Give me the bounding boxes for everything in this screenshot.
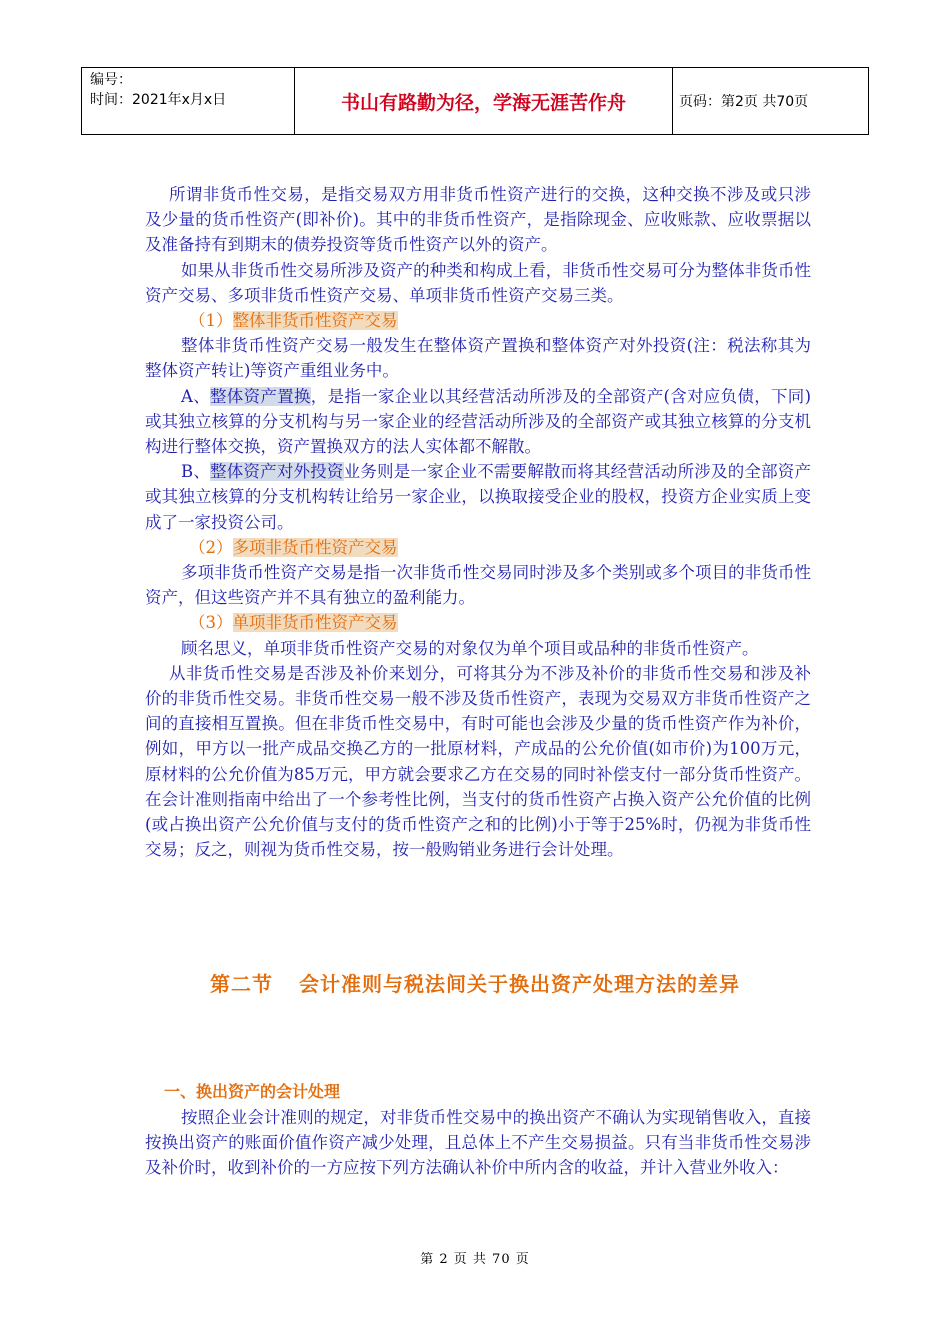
subsection-heading: 一、换出资产的会计处理 xyxy=(164,1082,341,1101)
subheading-number: （3） xyxy=(189,613,233,633)
main-text xyxy=(145,182,811,862)
section-title xyxy=(0,968,950,997)
page-header xyxy=(81,67,869,135)
highlighted-term: 整体资产置换 xyxy=(210,386,311,406)
paragraph: 按照企业会计准则的规定，对非货币性交易中的换出资产不确认为实现销售收入，直接按换出资产的账面价值作资产减少处理，且总体上不产生交易损益。只有当非货币性交易涉及补价时，收到补价的一方应按下列方法确认补价中所内含的收益，并计入营业外收入： xyxy=(145,1108,811,1178)
paragraph: 顾名思义，单项非货币性资产交易的对象仅为单个项目或品种的非货币性资产。 xyxy=(181,638,759,658)
subheading-text: 整体非货币性资产交易 xyxy=(232,311,398,331)
subheading-number: （2） xyxy=(189,537,233,557)
subheading-1 xyxy=(145,308,811,333)
section-heading: 会计准则与税法间关于换出资产处理方法的差异 xyxy=(299,972,740,996)
paragraph-text: 业务则是一家企业不需要解散而将其经营活动所涉及的全部资产或其独立核算的分支机构转让给另一家企业，以换取接受企业的股权，投资方企业实质上变成了一家投资公司。 xyxy=(145,462,811,532)
paragraph-text: ，是指一家企业以其经营活动所涉及的全部资产(含对应负债，下同)或其独立核算的分支机构与另一家企业的经营活动所涉及的全部资产或其独立核算的分支机构进行整体交换，资产置换双方的法人实体都不解散。 xyxy=(145,386,812,457)
subheading-number: （1） xyxy=(189,311,233,331)
paragraph: 整体非货币性资产交易一般发生在整体资产置换和整体资产对外投资(注：税法称其为整体资产转让)等资产重组业务中。 xyxy=(145,336,811,381)
header-motto: 书山有路勤为径，学海无涯苦作舟 xyxy=(295,68,673,135)
header-page-info: 页码：第2页 共70页 xyxy=(673,68,869,135)
paragraph: 如果从非货币性交易所涉及资产的种类和构成上看，非货币性交易可分为整体非货币性资产交易、多项非货币性资产交易、单项非货币性资产交易三类。 xyxy=(145,260,811,305)
paragraph-b xyxy=(145,459,811,535)
header-meta-cell xyxy=(82,68,295,135)
subheading-2 xyxy=(145,535,811,560)
item-label: B、 xyxy=(181,462,211,482)
highlighted-term: 整体资产对外投资 xyxy=(210,462,344,482)
page-footer: 第 2 页 共 70 页 xyxy=(420,1252,530,1267)
subheading-3 xyxy=(145,610,811,635)
paragraph: 多项非货币性资产交易是指一次非货币性交易同时涉及多个类别或多个项目的非货币性资产，但这些资产并不具有独立的盈利能力。 xyxy=(145,563,811,608)
subheading-text: 多项非货币性资产交易 xyxy=(232,537,398,557)
section-label: 第二节 xyxy=(210,972,273,996)
paragraph: 所谓非货币性交易，是指交易双方用非货币性资产进行的交换，这种交换不涉及或只涉及少量的货币性资产(即补价)。其中的非货币性资产，是指除现金、应收账款、应收票据以及准备持有到期末的债券投资等货币性资产以外的资产。 xyxy=(145,185,811,255)
paragraph-a xyxy=(145,384,811,460)
item-label: A、 xyxy=(181,386,211,406)
doc-date: 时间：2021年x月x日 xyxy=(90,92,227,108)
paragraph: 从非货币性交易是否涉及补价来划分，可将其分为不涉及补价的非货币性交易和涉及补价的非货币性交易。非货币性交易一般不涉及货币性资产，表现为交易双方非货币性资产之间的直接相互置换。但在非货币性交易中，有时可能也会涉及少量的货币性资产作为补价，例如，甲方以一批产成品交换乙方的一批原材料，产成品的公允价值(如市价)为100万元，原材料的公允价值为85万元，甲方就会要求乙方在交易的同时补偿支付一部分货币性资产。在会计准则指南中给出了一个参考性比例，当支付的货币性资产占换入资产公允价值的比例(或占换出资产公允价值与支付的货币性资产之和的比例)小于等于25%时，仍视为非货币性交易；反之，则视为货币性交易，按一般购销业务进行会计处理。 xyxy=(145,663,811,860)
subheading-text: 单项非货币性资产交易 xyxy=(232,613,398,633)
doc-number-label: 编号： xyxy=(90,72,132,88)
subsection-text xyxy=(145,1105,811,1181)
